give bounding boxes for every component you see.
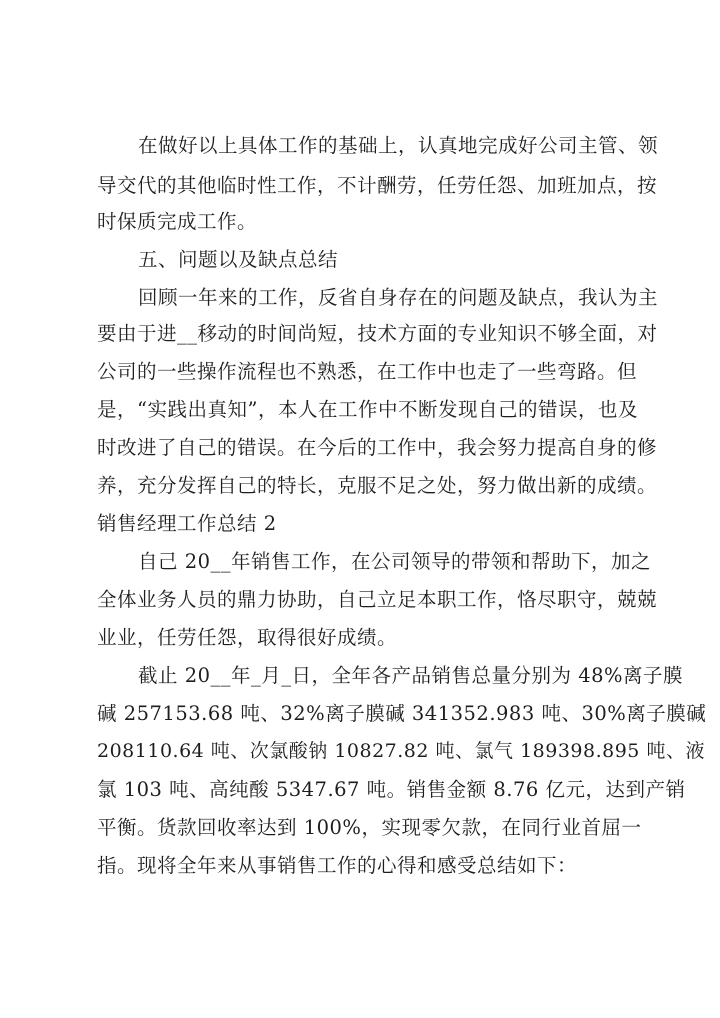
paragraph-2-line-2: 要由于进__移动的时间尚短，技术方面的专业知识不够全面，对 [97,322,658,345]
section-title-2: 销售经理工作总结 2 [97,512,277,535]
paragraph-2-line-1: 回顾一年来的工作，反省自身存在的问题及缺点，我认为主 [138,286,659,309]
paragraph-4-line-1: 截止 20__年_月_日，全年各产品销售总量分别为 48%离子膜 [138,664,684,687]
paragraph-1-line-1: 在做好以上具体工作的基础上，认真地完成好公司主管、领 [138,134,659,157]
paragraph-1-line-2: 导交代的其他临时性工作，不计酬劳，任劳任怨、加班加点，按 [97,174,658,197]
paragraph-4-line-4: 氯 103 吨、高纯酸 5347.67 吨。销售金额 8.76 亿元，达到产销 [97,778,686,801]
paragraph-2-line-3: 公司的一些操作流程也不熟悉，在工作中也走了一些弯路。但 [97,360,638,383]
paragraph-3-line-3: 业业，任劳任怨，取得很好成绩。 [97,626,398,649]
paragraph-2-line-6: 养，充分发挥自己的特长，克服不足之处，努力做出新的成绩。 [97,474,658,497]
paragraph-4-line-6: 指。现将全年来从事销售工作的心得和感受总结如下： [97,854,578,877]
paragraph-1-line-3: 时保质完成工作。 [97,210,258,233]
paragraph-3-line-2: 全体业务人员的鼎力协助，自己立足本职工作，恪尽职守，兢兢 [97,588,658,611]
section-heading-5: 五、问题以及缺点总结 [138,248,339,271]
paragraph-3-line-1: 自己 20__年销售工作，在公司领导的带领和帮助下，加之 [138,550,652,573]
paragraph-4-line-2: 碱 257153.68 吨、32%离子膜碱 341352.983 吨、30%离子膜碱 [97,702,707,725]
paragraph-2-line-4: 是，“实践出真知”，本人在工作中不断发现自己的错误，也及 [97,398,638,421]
paragraph-2-line-5: 时改进了自己的错误。在今后的工作中，我会努力提高自身的修 [97,436,658,459]
paragraph-4-line-5: 平衡。货款回收率达到 100%，实现零欠款，在同行业首屈一 [97,816,642,839]
paragraph-4-line-3: 208110.64 吨、次氯酸钠 10827.82 吨、氯气 189398.895 吨、液 [97,740,705,762]
